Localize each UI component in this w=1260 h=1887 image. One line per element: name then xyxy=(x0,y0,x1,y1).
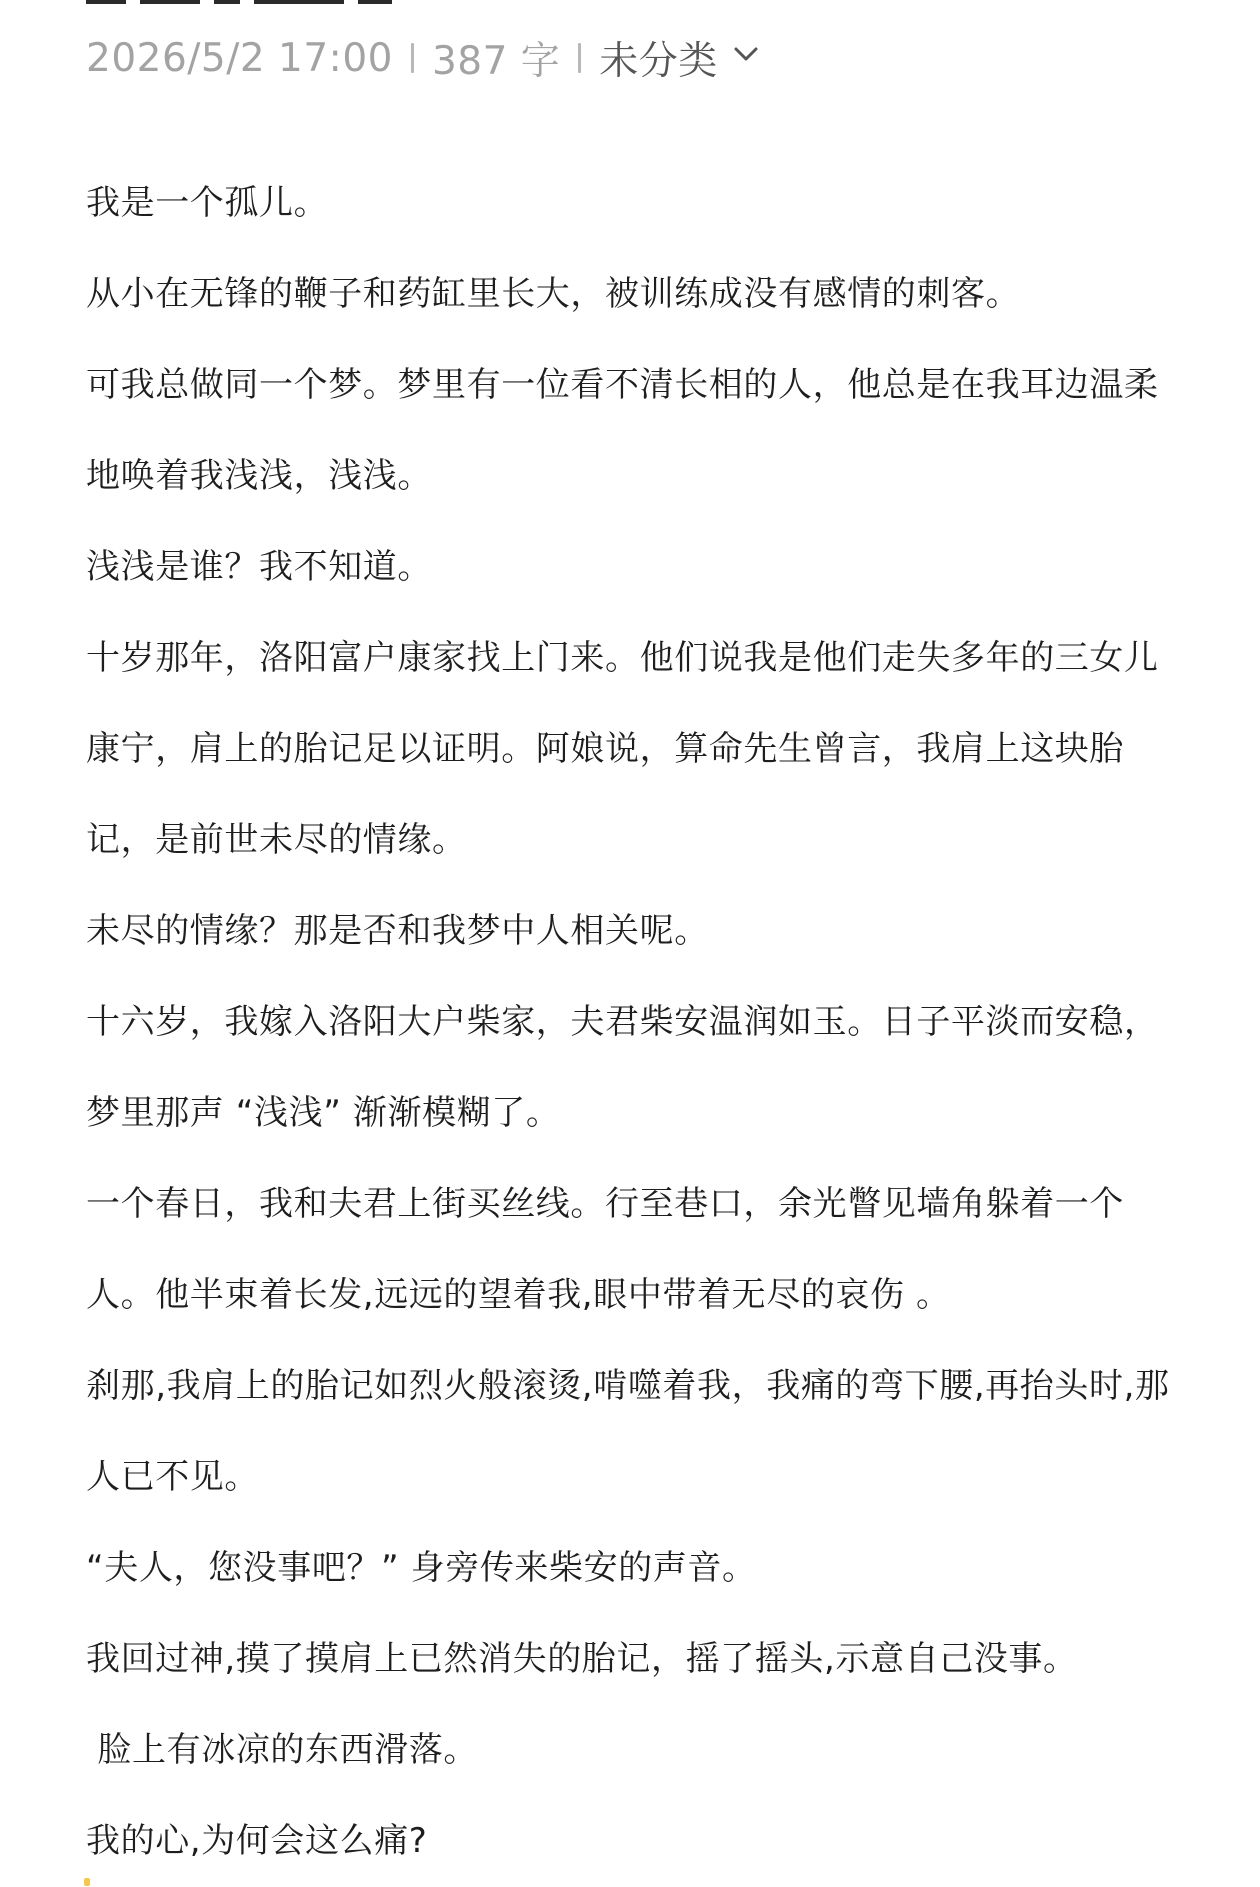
paragraph: 未尽的情缘？那是否和我梦中人相关呢。 xyxy=(86,911,709,951)
text-cursor-marker xyxy=(84,1878,90,1886)
cropped-title-remnant xyxy=(86,0,606,4)
category-selector[interactable] xyxy=(599,30,760,86)
paragraph: 从小在无锋的鞭子和药缸里长大，被训练成没有感情的刺客。 xyxy=(86,274,1021,314)
paragraph: 我的心,为何会这么痛? xyxy=(86,1821,428,1861)
note-meta-row xyxy=(86,30,760,86)
chevron-down-icon xyxy=(732,40,760,68)
paragraph: 我回过神,摸了摸肩上已然消失的胎记，摇了摇头,示意自己没事。 xyxy=(86,1639,1078,1679)
paragraph: 刹那,我肩上的胎记如烈火般滚烫,啃噬着我，我痛的弯下腰,再抬头时,那人已不见。 xyxy=(86,1366,1170,1497)
meta-divider xyxy=(578,43,581,73)
paragraph: 脸上有冰凉的东西滑落。 xyxy=(86,1730,479,1770)
note-datetime: 2026/5/2 17:00 xyxy=(86,35,393,81)
paragraph: 我是一个孤儿。 xyxy=(86,183,329,223)
paragraph: 可我总做同一个梦。梦里有一位看不清长相的人，他总是在我耳边温柔地唤着我浅浅，浅浅。 xyxy=(86,365,1159,496)
paragraph: 十岁那年，洛阳富户康家找上门来。他们说我是他们走失多年的三女儿康宁，肩上的胎记足以证明。阿娘说，算命先生曾言，我肩上这块胎记，是前世未尽的情缘。 xyxy=(86,638,1159,860)
paragraph: 一个春日，我和夫君上街买丝线。行至巷口，余光瞥见墙角躲着一个人。他半束着长发,远远的望着我,眼中带着无尽的哀伤 。 xyxy=(86,1184,1124,1315)
paragraph: 十六岁，我嫁入洛阳大户柴家，夫君柴安温润如玉。日子平淡而安稳，梦里那声 “浅浅” 渐渐模糊了。 xyxy=(86,1002,1159,1133)
meta-divider xyxy=(411,43,414,73)
note-word-count: 387 字 xyxy=(431,39,561,84)
paragraph: “夫人，您没事吧？” 身旁传来柴安的声音。 xyxy=(86,1548,757,1588)
note-body[interactable] xyxy=(86,158,1186,1887)
category-label: 未分类 xyxy=(599,39,718,84)
paragraph: 浅浅是谁？我不知道。 xyxy=(86,547,432,587)
